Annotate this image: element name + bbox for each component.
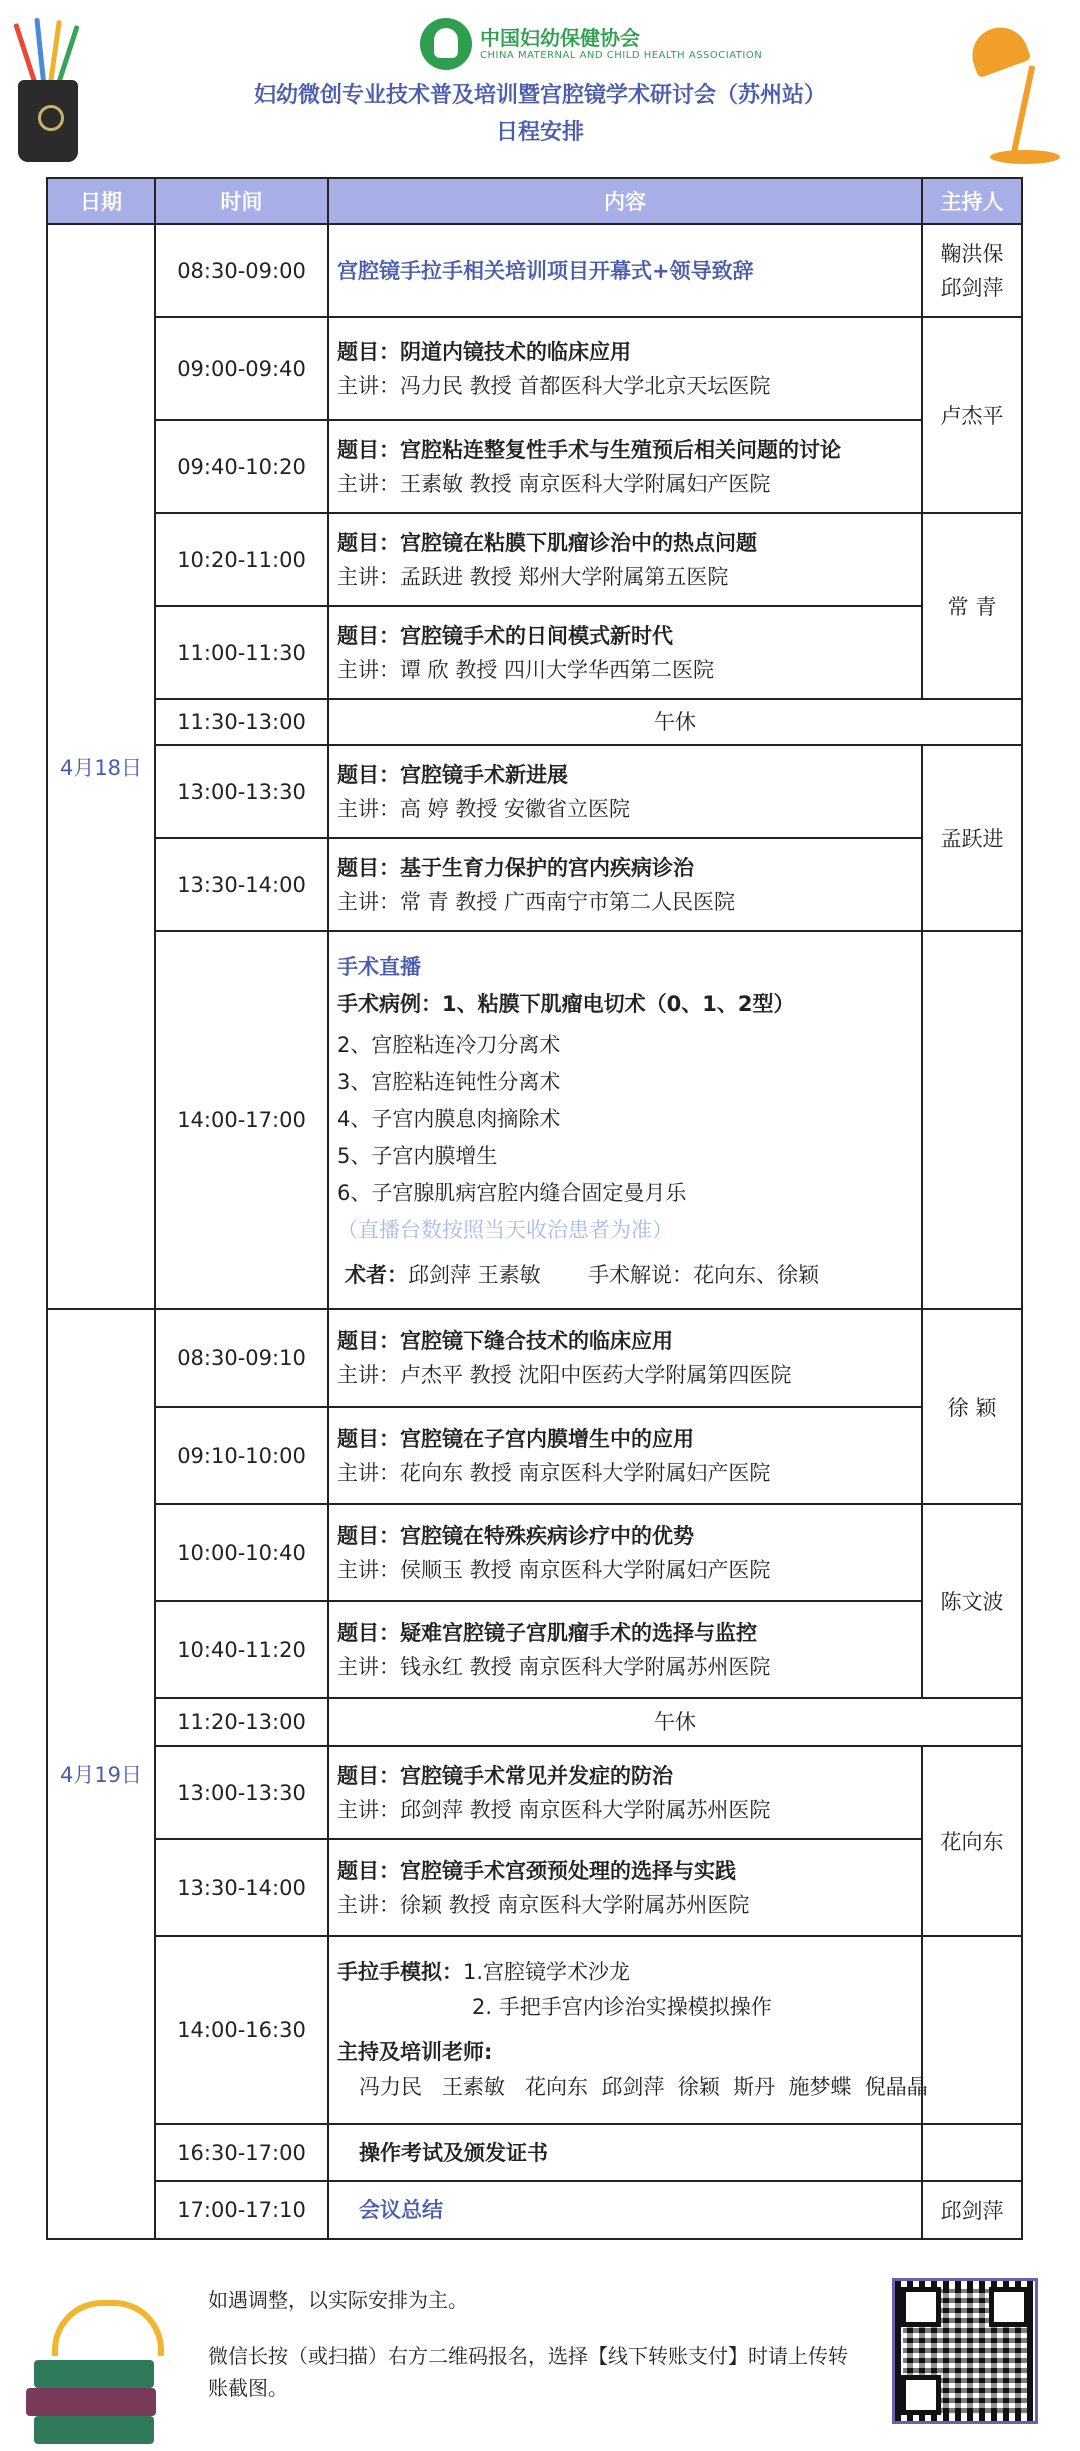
topic-label: 题目：	[337, 339, 400, 364]
commentary-names: 花向东、徐颖	[693, 1262, 820, 1287]
table-row	[47, 1839, 1022, 1936]
table-row	[47, 2124, 1022, 2181]
live-surgery-heading: 手术直播	[337, 954, 421, 979]
speaker-label: 主讲：	[337, 1797, 400, 1822]
table-row	[47, 1936, 1022, 2124]
speaker-label: 主讲：	[337, 471, 400, 496]
time-cell: 10:40-11:20	[155, 1601, 328, 1698]
simulation-item: 1.宫腔镜学术沙龙	[463, 1960, 631, 1984]
time-cell: 10:00-10:40	[155, 1504, 328, 1601]
topic-title: 宫腔镜手术宫颈预处理的选择与实践	[400, 1858, 736, 1883]
day2-date: 4月19日	[47, 1309, 155, 2239]
logo-emblem-icon	[420, 18, 472, 70]
host-cell: 鞠洪保 邱剑萍	[922, 224, 1022, 317]
page-footer	[0, 2260, 1080, 2451]
topic-title: 宫腔镜手术新进展	[400, 762, 568, 787]
topic-label: 题目：	[337, 1858, 400, 1883]
topic-title: 宫腔镜在子宫内膜增生中的应用	[400, 1426, 694, 1451]
content-cell	[328, 317, 922, 420]
header-date: 日期	[47, 178, 155, 224]
content-cell	[328, 224, 922, 317]
table-header-row	[47, 178, 1022, 224]
table-row	[47, 1698, 1022, 1746]
topic-label: 题目：	[337, 762, 400, 787]
content-cell	[328, 606, 922, 699]
content-cell	[328, 420, 922, 513]
speaker-name: 高 婷 教授 安徽省立医院	[400, 796, 631, 821]
time-cell: 14:00-16:30	[155, 1936, 328, 2124]
topic-label: 题目：	[337, 1523, 400, 1548]
page-title: 妇幼微创专业技术普及培训暨宫腔镜学术研讨会（苏州站）	[253, 83, 826, 108]
opening-title: 宫腔镜手拉手相关培训项目开幕式+领导致辞	[337, 258, 754, 283]
speaker-label: 主讲：	[337, 1363, 400, 1387]
content-cell	[328, 1839, 922, 1936]
time-cell: 13:30-14:00	[155, 1839, 328, 1936]
topic-label: 题目：	[337, 1620, 400, 1645]
speaker-name: 卢杰平 教授 沈阳中医药大学附属第四医院	[400, 1363, 792, 1387]
topic-label: 题目：	[337, 437, 400, 462]
table-row	[47, 1407, 1022, 1504]
speaker-name: 邱剑萍 教授 南京医科大学附属苏州医院	[400, 1797, 771, 1822]
logo-english-name: CHINA MATERNAL AND CHILD HEALTH ASSOCIATION	[480, 50, 763, 61]
table-row	[47, 317, 1022, 420]
topic-title: 宫腔粘连整复性手术与生殖预后相关问题的讨论	[400, 437, 841, 462]
content-cell	[328, 838, 922, 931]
speaker-name: 谭 欣 教授 四川大学华西第二医院	[400, 657, 715, 682]
live-surgery-cell	[328, 931, 922, 1309]
content-cell	[328, 513, 922, 606]
topic-title: 疑难宫腔镜子宫肌瘤手术的选择与监控	[400, 1620, 757, 1645]
header-content: 内容	[328, 178, 922, 224]
table-row	[47, 606, 1022, 699]
table-row	[47, 513, 1022, 606]
time-cell: 10:20-11:00	[155, 513, 328, 606]
content-cell	[328, 1504, 922, 1601]
table-row	[47, 2181, 1022, 2239]
trainers-label: 主持及培训老师:	[337, 2040, 493, 2064]
topic-title: 宫腔镜手术的日间模式新时代	[400, 623, 673, 648]
simulation-label: 手拉手模拟：	[337, 1960, 463, 1984]
speaker-label: 主讲：	[337, 564, 400, 589]
lunch-break-cell: 午休	[328, 1698, 1022, 1746]
content-cell	[328, 1746, 922, 1839]
simulation-cell	[328, 1936, 928, 2124]
content-cell	[328, 745, 922, 838]
host-cell-empty	[922, 1936, 1022, 2124]
time-cell: 13:00-13:30	[155, 1746, 328, 1839]
table-row	[47, 420, 1022, 513]
table-row	[47, 931, 1022, 1309]
host-cell: 陈文波	[922, 1504, 1022, 1698]
schedule-table	[46, 177, 1023, 2240]
topic-label: 题目：	[337, 855, 400, 880]
topic-label: 题目：	[337, 1329, 400, 1353]
host-cell: 孟跃进	[922, 745, 1022, 931]
table-row	[47, 838, 1022, 931]
content-cell	[328, 1309, 922, 1407]
host-cell: 卢杰平	[922, 317, 1022, 513]
host-cell: 常 青	[922, 513, 1022, 699]
table-row	[47, 1746, 1022, 1839]
speaker-name: 花向东 教授 南京医科大学附属妇产医院	[400, 1460, 771, 1485]
time-cell: 09:00-09:40	[155, 317, 328, 420]
topic-label: 题目：	[337, 623, 400, 648]
table-row	[47, 699, 1022, 745]
time-cell: 09:40-10:20	[155, 420, 328, 513]
speaker-label: 主讲：	[337, 1460, 400, 1485]
speaker-name: 常 青 教授 广西南宁市第二人民医院	[400, 889, 736, 914]
topic-title: 基于生育力保护的宫内疾病诊治	[400, 855, 694, 880]
surgeon-label: 术者：	[345, 1262, 408, 1287]
speaker-label: 主讲：	[337, 889, 400, 914]
header-time: 时间	[155, 178, 328, 224]
host-cell: 邱剑萍	[922, 2181, 1022, 2239]
header-host: 主持人	[922, 178, 1022, 224]
association-logo	[420, 18, 763, 74]
time-cell: 11:30-13:00	[155, 699, 328, 745]
lunch-break-cell: 午休	[328, 699, 1022, 745]
speaker-label: 主讲：	[337, 1557, 400, 1582]
time-cell: 13:00-13:30	[155, 745, 328, 838]
time-cell: 09:10-10:00	[155, 1407, 328, 1504]
time-cell: 14:00-17:00	[155, 931, 328, 1309]
time-cell: 13:30-14:00	[155, 838, 328, 931]
time-cell: 11:20-13:00	[155, 1698, 328, 1746]
table-row	[47, 1601, 1022, 1698]
time-cell: 16:30-17:00	[155, 2124, 328, 2181]
host-cell: 徐 颖	[922, 1309, 1022, 1504]
surgeon-names: 邱剑萍 王素敏	[408, 1262, 541, 1287]
topic-title: 宫腔镜手术常见并发症的防治	[400, 1763, 673, 1788]
topic-title: 阴道内镜技术的临床应用	[400, 339, 631, 364]
speaker-name: 冯力民 教授 首都医科大学北京天坛医院	[400, 373, 771, 398]
simulation-item: 2. 手把手宫内诊治实操模拟操作	[472, 1995, 772, 2019]
table-row	[47, 224, 1022, 317]
surgery-item: 2、宫腔粘连冷刀分离术	[337, 1032, 561, 1057]
time-cell: 08:30-09:10	[155, 1309, 328, 1407]
host-cell: 花向东	[922, 1746, 1022, 1936]
registration-note: 微信长按（或扫描）右方二维码报名，选择【线下转账支付】时请上传转账截图。	[208, 2344, 848, 2400]
speaker-name: 钱永红 教授 南京医科大学附属苏州医院	[400, 1654, 771, 1679]
table-row	[47, 1309, 1022, 1407]
surgery-case-line: 手术病例：1、粘膜下肌瘤电切术（0、1、2型）	[337, 991, 795, 1016]
topic-label: 题目：	[337, 1763, 400, 1788]
speaker-label: 主讲：	[337, 796, 400, 821]
day1-date: 4月18日	[47, 224, 155, 1309]
desk-lamp-illustration	[960, 10, 1070, 170]
adjustment-note: 如遇调整，以实际安排为主。	[208, 2288, 468, 2312]
surgery-item: 6、子宫腺肌病宫腔内缝合固定曼月乐	[337, 1180, 687, 1205]
topic-title: 宫腔镜下缝合技术的临床应用	[400, 1329, 673, 1353]
page-header	[0, 0, 1080, 175]
live-surgery-note: （直播台数按照当天收治患者为准）	[337, 1217, 673, 1242]
trainers-list: 冯力民 王素敏 花向东 邱剑萍 徐颖 斯丹 施梦蝶 倪晶晶	[359, 2075, 928, 2099]
summary-cell: 会议总结	[328, 2181, 922, 2239]
commentary-label: 手术解说：	[588, 1262, 694, 1287]
page-subtitle: 日程安排	[495, 120, 584, 145]
host-cell-empty	[922, 931, 1022, 1309]
speaker-label: 主讲：	[337, 373, 400, 398]
topic-title: 宫腔镜在特殊疾病诊疗中的优势	[400, 1523, 694, 1548]
table-row	[47, 1504, 1022, 1601]
topic-label: 题目：	[337, 530, 400, 555]
time-cell: 11:00-11:30	[155, 606, 328, 699]
books-illustration	[20, 2300, 170, 2445]
speaker-label: 主讲：	[337, 1892, 400, 1917]
speaker-name: 侯顺玉 教授 南京医科大学附属妇产医院	[400, 1557, 771, 1582]
host-cell-empty	[922, 2124, 1022, 2181]
exam-cell: 操作考试及颁发证书	[328, 2124, 922, 2181]
time-cell: 08:30-09:00	[155, 224, 328, 317]
time-cell: 17:00-17:10	[155, 2181, 328, 2239]
logo-chinese-name: 中国妇幼保健协会	[480, 26, 640, 50]
surgery-item: 5、子宫内膜增生	[337, 1143, 498, 1168]
topic-label: 题目：	[337, 1426, 400, 1451]
surgery-item: 3、宫腔粘连钝性分离术	[337, 1069, 561, 1094]
surgery-item: 4、子宫内膜息肉摘除术	[337, 1106, 561, 1131]
speaker-label: 主讲：	[337, 657, 400, 682]
speaker-name: 王素敏 教授 南京医科大学附属妇产医院	[400, 471, 771, 496]
registration-qr-code[interactable]	[892, 2278, 1038, 2424]
table-row	[47, 745, 1022, 838]
speaker-name: 孟跃进 教授 郑州大学附属第五医院	[400, 564, 729, 589]
content-cell	[328, 1601, 922, 1698]
speaker-label: 主讲：	[337, 1654, 400, 1679]
topic-title: 宫腔镜在粘膜下肌瘤诊治中的热点问题	[400, 530, 757, 555]
speaker-name: 徐颖 教授 南京医科大学附属苏州医院	[400, 1892, 750, 1917]
content-cell	[328, 1407, 922, 1504]
